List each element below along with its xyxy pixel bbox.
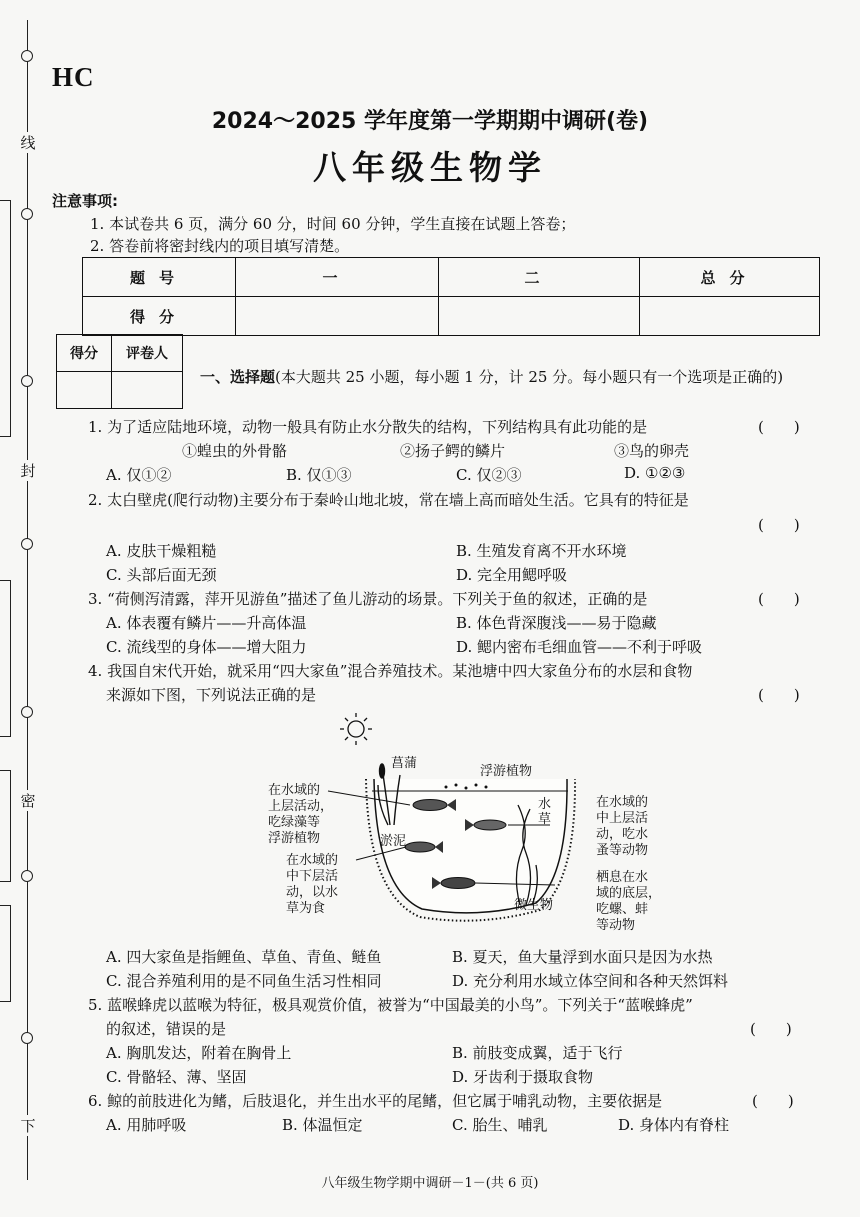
q2-option-c: C. 头部后面无颈 [106, 566, 217, 584]
q5-option-d: D. 牙齿利于摄取食物 [452, 1068, 594, 1086]
section-heading [200, 366, 783, 387]
question-4-stem: 4. 我国自宋代开始，就采用“四大家鱼”混合养殖技术。某池塘中四大家鱼分布的水层和食物 [88, 662, 693, 680]
binding-hole [21, 706, 33, 718]
q2-option-a: A. 皮肤干燥粗糙 [106, 542, 217, 560]
binding-line [14, 20, 42, 1180]
section-desc: (本大题共 25 小题，每小题 1 分，计 25 分。每小题只有一个选项是正确的) [275, 368, 784, 386]
score-input-cell[interactable] [640, 297, 820, 336]
note-item: 2. 答卷前将密封线内的项目填写清楚。 [90, 237, 350, 255]
score-table [82, 257, 820, 336]
binding-mark-feng: 封 [18, 460, 38, 481]
page-footer: 八年级生物学期中调研－1－(共 6 页) [321, 1176, 539, 1191]
notes-heading: 注意事项: [52, 192, 118, 210]
label-silt: 淤泥 [380, 834, 407, 849]
answer-bracket[interactable]: ( ) [758, 590, 800, 608]
binding-mark-xian: 线 [18, 132, 38, 153]
grader-score-cell[interactable] [57, 372, 112, 409]
question-5-stem-cont: 的叙述，错误的是 [106, 1020, 227, 1038]
label-microbe: 微生物 [514, 898, 554, 913]
q1-item: ③鸟的卵壳 [614, 442, 690, 460]
answer-bracket[interactable]: ( ) [752, 1092, 794, 1110]
binding-field-box [0, 580, 11, 737]
label-midlower-fish: 在水域的 中下层活 动，以水 草为食 [286, 853, 339, 916]
q6-option-a: A. 用肺呼吸 [106, 1116, 187, 1134]
question-6-stem: 6. 鲸的前肢进化为鳍，后肢退化，并生出水平的尾鳍，但它属于哺乳动物，主要依据是 [88, 1092, 663, 1110]
answer-bracket[interactable]: ( ) [758, 516, 800, 534]
binding-mark-mi: 密 [18, 790, 38, 811]
grader-name-cell[interactable] [112, 372, 183, 409]
label-bottom-fish: 栖息在水 域的底层， 吃螺、蚌 等动物 [596, 870, 662, 933]
label-water-grass: 水 草 [538, 797, 552, 827]
question-3-stem: 3. “荷侧泻清露，萍开见游鱼”描述了鱼儿游动的场景。下列关于鱼的叙述，正确的是 [88, 590, 648, 608]
binding-rule [27, 20, 28, 1180]
q3-option-c: C. 流线型的身体——增大阻力 [106, 638, 307, 656]
question-5-stem: 5. 蓝喉蜂虎以蓝喉为特征，极具观赏价值，被誉为“中国最美的小鸟”。下列关于“蓝喉蜂虎” [88, 996, 693, 1014]
score-cell: 二 [439, 258, 640, 297]
q4-option-a: A. 四大家鱼是指鲤鱼、草鱼、青鱼、鲢鱼 [106, 948, 382, 966]
score-table-score-row [83, 297, 820, 336]
grader-name-label: 评卷人 [112, 335, 183, 372]
question-4-stem-cont: 来源如下图，下列说法正确的是 [106, 686, 317, 704]
score-table-header-row [83, 258, 820, 297]
q3-option-d: D. 鳃内密布毛细血管——不利于呼吸 [456, 638, 703, 656]
binding-field-box [0, 905, 11, 1002]
subject-title: 八年级生物学 [313, 148, 547, 187]
q1-option-c: C. 仅②③ [456, 466, 522, 484]
q1-option-b: B. 仅①③ [286, 466, 352, 484]
q3-option-a: A. 体表覆有鳞片——升高体温 [106, 614, 307, 632]
score-input-cell[interactable] [236, 297, 439, 336]
q2-option-d: D. 完全用鳃呼吸 [456, 566, 568, 584]
answer-bracket[interactable]: ( ) [758, 418, 800, 436]
q6-option-d: D. 身体内有脊柱 [618, 1116, 730, 1134]
binding-mark-xia: 下 [18, 1115, 38, 1136]
q1-item: ①蝗虫的外骨骼 [182, 442, 288, 460]
q4-option-c: C. 混合养殖利用的是不同鱼生活习性相同 [106, 972, 382, 990]
score-input-cell[interactable] [439, 297, 640, 336]
binding-field-box [0, 200, 11, 437]
score-cell: 得分 [83, 297, 236, 336]
exam-title: 2024～2025 学年度第一学期期中调研(卷) [211, 109, 649, 134]
sun-icon [340, 713, 372, 745]
q1-option-a: A. 仅①② [106, 466, 172, 484]
q6-option-b: B. 体温恒定 [282, 1116, 363, 1134]
binding-hole [21, 208, 33, 220]
grader-table [56, 334, 183, 409]
q4-option-b: B. 夏天，鱼大量浮到水面只是因为水热 [452, 948, 713, 966]
label-midupper-fish: 在水域的 中上层活 动，吃水 蚤等动物 [596, 795, 649, 858]
paper-code: HC [52, 62, 95, 92]
question-2-stem: 2. 太白壁虎(爬行动物)主要分布于秦岭山地北坡，常在墙上高而暗处生活。它具有的特征是 [88, 491, 689, 509]
binding-hole [21, 50, 33, 62]
score-cell: 总分 [640, 258, 820, 297]
q5-option-b: B. 前肢变成翼，适于飞行 [452, 1044, 623, 1062]
score-cell: 题号 [83, 258, 236, 297]
binding-hole [21, 538, 33, 550]
binding-hole [21, 375, 33, 387]
label-cattail: 菖蒲 [391, 756, 418, 771]
binding-field-box [0, 770, 11, 882]
binding-hole [21, 1032, 33, 1044]
q1-option-d: D. ①②③ [624, 464, 686, 482]
answer-bracket[interactable]: ( ) [750, 1020, 792, 1038]
q6-option-c: C. 胎生、哺乳 [452, 1116, 548, 1134]
q5-option-a: A. 胸肌发达，附着在胸骨上 [106, 1044, 292, 1062]
section-title: 一、选择题 [200, 368, 276, 386]
note-item: 1. 本试卷共 6 页，满分 60 分，时间 60 分钟，学生直接在试题上答卷； [90, 215, 576, 233]
q2-option-b: B. 生殖发育离不开水环境 [456, 542, 627, 560]
question-1-stem: 1. 为了适应陆地环境，动物一般具有防止水分散失的结构，下列结构具有此功能的是 [88, 418, 648, 436]
label-upper-fish: 在水域的 上层活动， 吃绿藻等 浮游植物 [268, 783, 334, 846]
q5-option-c: C. 骨骼轻、薄、坚固 [106, 1068, 247, 1086]
score-cell: 一 [236, 258, 439, 297]
q1-item: ②扬子鳄的鳞片 [400, 442, 506, 460]
q4-option-d: D. 充分利用水域立体空间和各种天然饵料 [452, 972, 729, 990]
binding-hole [21, 870, 33, 882]
label-plankton: 浮游植物 [480, 764, 533, 779]
q3-option-b: B. 体色背深腹浅——易于隐藏 [456, 614, 657, 632]
grader-score-label: 得分 [57, 335, 112, 372]
answer-bracket[interactable]: ( ) [758, 686, 800, 704]
